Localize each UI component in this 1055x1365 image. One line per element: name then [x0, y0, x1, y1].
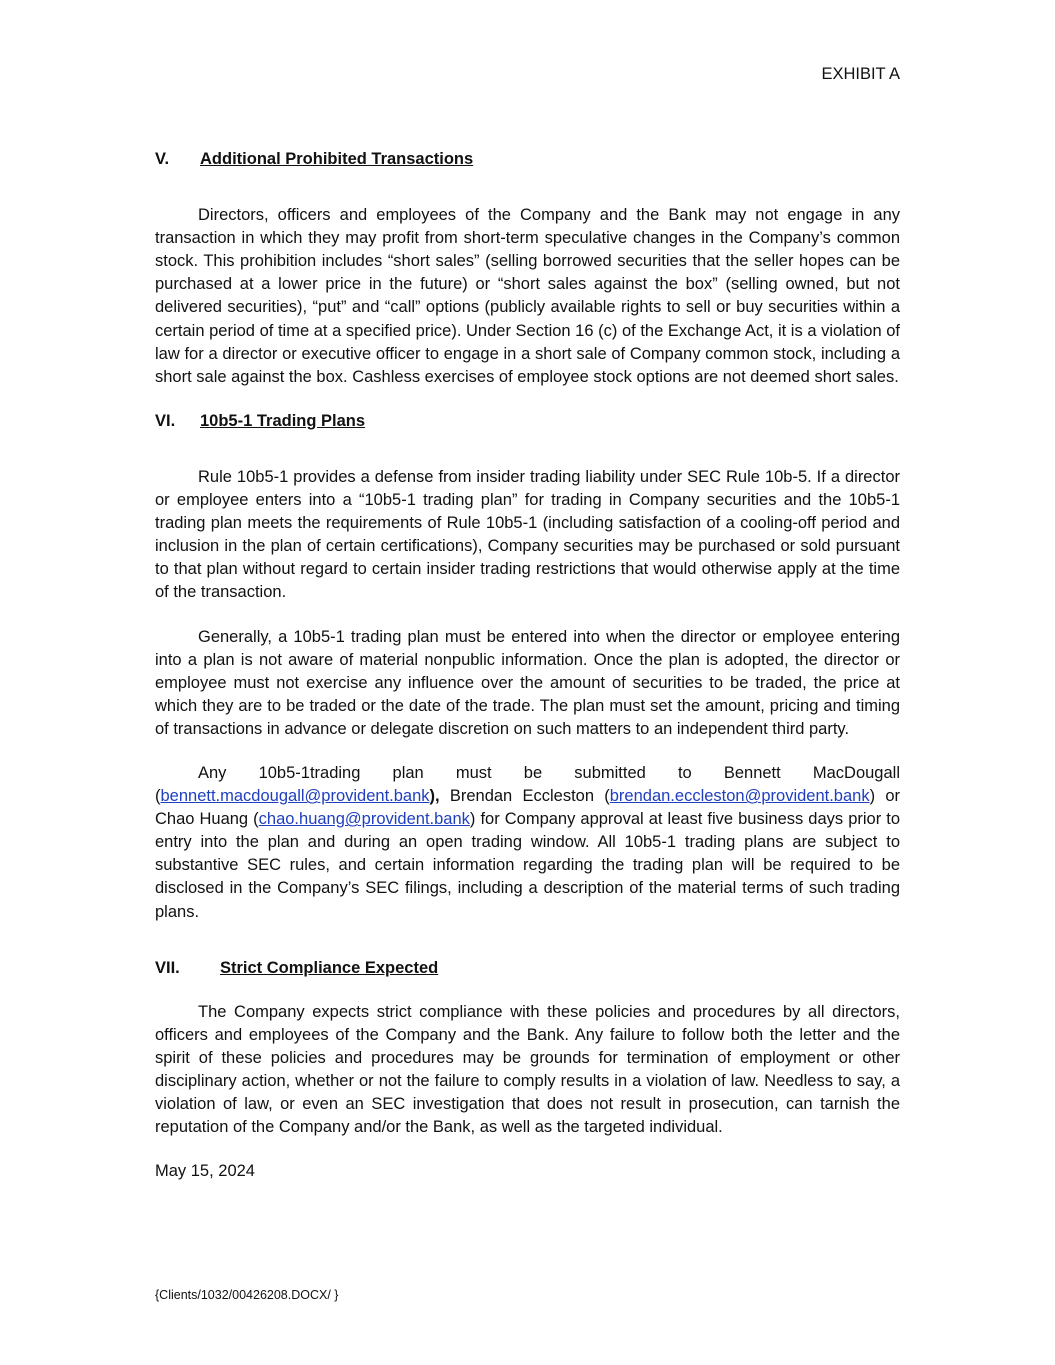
paragraph-text: Brendan Eccleston ( [439, 787, 610, 806]
email-link-brendan[interactable]: brendan.eccleston@provident.bank [609, 787, 870, 806]
paragraph-text: ) for Company approval at least five business days prior to entry into the plan and during an open trading window. All 10b5-1 trading plans are subject to substantive SEC rules, and certain information regarding the trading plan will be required to be disclosed in the Company’s SEC filings, including a description of the material terms of such trading plans. [155, 810, 900, 921]
section-number: VI. [155, 411, 176, 430]
section-number: VII. [155, 958, 180, 977]
section-vii-paragraph: The Company expects strict compliance with these policies and procedures by all directors, officers and employees of the Company and the Bank. Any failure to follow both the letter and the spirit of these policies and procedures may be grounds for termination of employment or other disciplinary action, whether or not the failure to comply results in a violation of law. Needless to say, a violation of law, or even an SEC investigation that does not result in prosecution, can tarnish the reputation of the Company and/or the Bank, as well as the targeted individual. [155, 1002, 900, 1137]
section-title: 10b5-1 Trading Plans [200, 411, 366, 430]
section-vi-paragraph-2: Generally, a 10b5-1 trading plan must be entered into when the director or employee entering into a plan is not aware of material nonpublic information. Once the plan is adopted, the director or employee must not exercise any influence over the amount of securities to be traded, the price at which they are to be traded or the date of the trade. The plan must set the amount, pricing and timing of transactions in advance or delegate discretion on such matters to an independent third party. [155, 627, 900, 738]
exhibit-label: EXHIBIT A [821, 65, 900, 83]
section-number: V. [155, 150, 170, 168]
email-link-chao[interactable]: chao.huang@provident.bank [258, 810, 470, 829]
document-footer-id: {Clients/1032/00426208.DOCX/ } [155, 1288, 339, 1302]
section-heading-vii [155, 957, 900, 980]
section-heading-vi [155, 410, 900, 433]
section-title: Additional Prohibited Transactions [200, 150, 474, 168]
section-vi-paragraph-3 [155, 762, 900, 924]
document-date: May 15, 2024 [155, 1162, 255, 1181]
section-vi-paragraph-1: Rule 10b5-1 provides a defense from insider trading liability under SEC Rule 10b-5. If a director or employee enters into a “10b5-1 trading plan” for trading in Company securities and the 10b5-1 trading plan meets the requirements of Rule 10b5-1 (including satisfaction of a cooling-off period and inclusion in the plan of certain certifications), Company securities may be purchased or sold pursuant to that plan without regard to certain insider trading restrictions that would otherwise apply at the time of the transaction. [155, 467, 900, 602]
paragraph-text: Any 10b5-1trading plan must be submitted to Bennett MacDougall ( [155, 763, 900, 806]
document-body [155, 148, 900, 1183]
email-link-bennett[interactable]: bennett.macdougall@provident.bank [160, 787, 430, 806]
paragraph-text: ) or Chao Huang ( [155, 787, 900, 829]
section-heading-v [155, 148, 900, 171]
section-v-paragraph: Directors, officers and employees of the Company and the Bank may not engage in any transaction in which they may profit from short-term speculative changes in the Company’s common stock. This prohibition includes “short sales” (selling borrowed securities that the seller hopes can be purchased at a lower price in the future) or “short sales against the box” (selling owned, but not delivered securities), “put” and “call” options (publicly available rights to sell or buy securities within a certain period of time at a specified price). Under Section 16 (c) of the Exchange Act, it is a violation of law for a director or executive officer to engage in a short sale of Company common stock, including a short sale against the box. Cashless exercises of employee stock options are not deemed short sales. [155, 206, 900, 386]
section-title: Strict Compliance Expected [220, 958, 439, 977]
paragraph-text: ), [429, 787, 440, 806]
